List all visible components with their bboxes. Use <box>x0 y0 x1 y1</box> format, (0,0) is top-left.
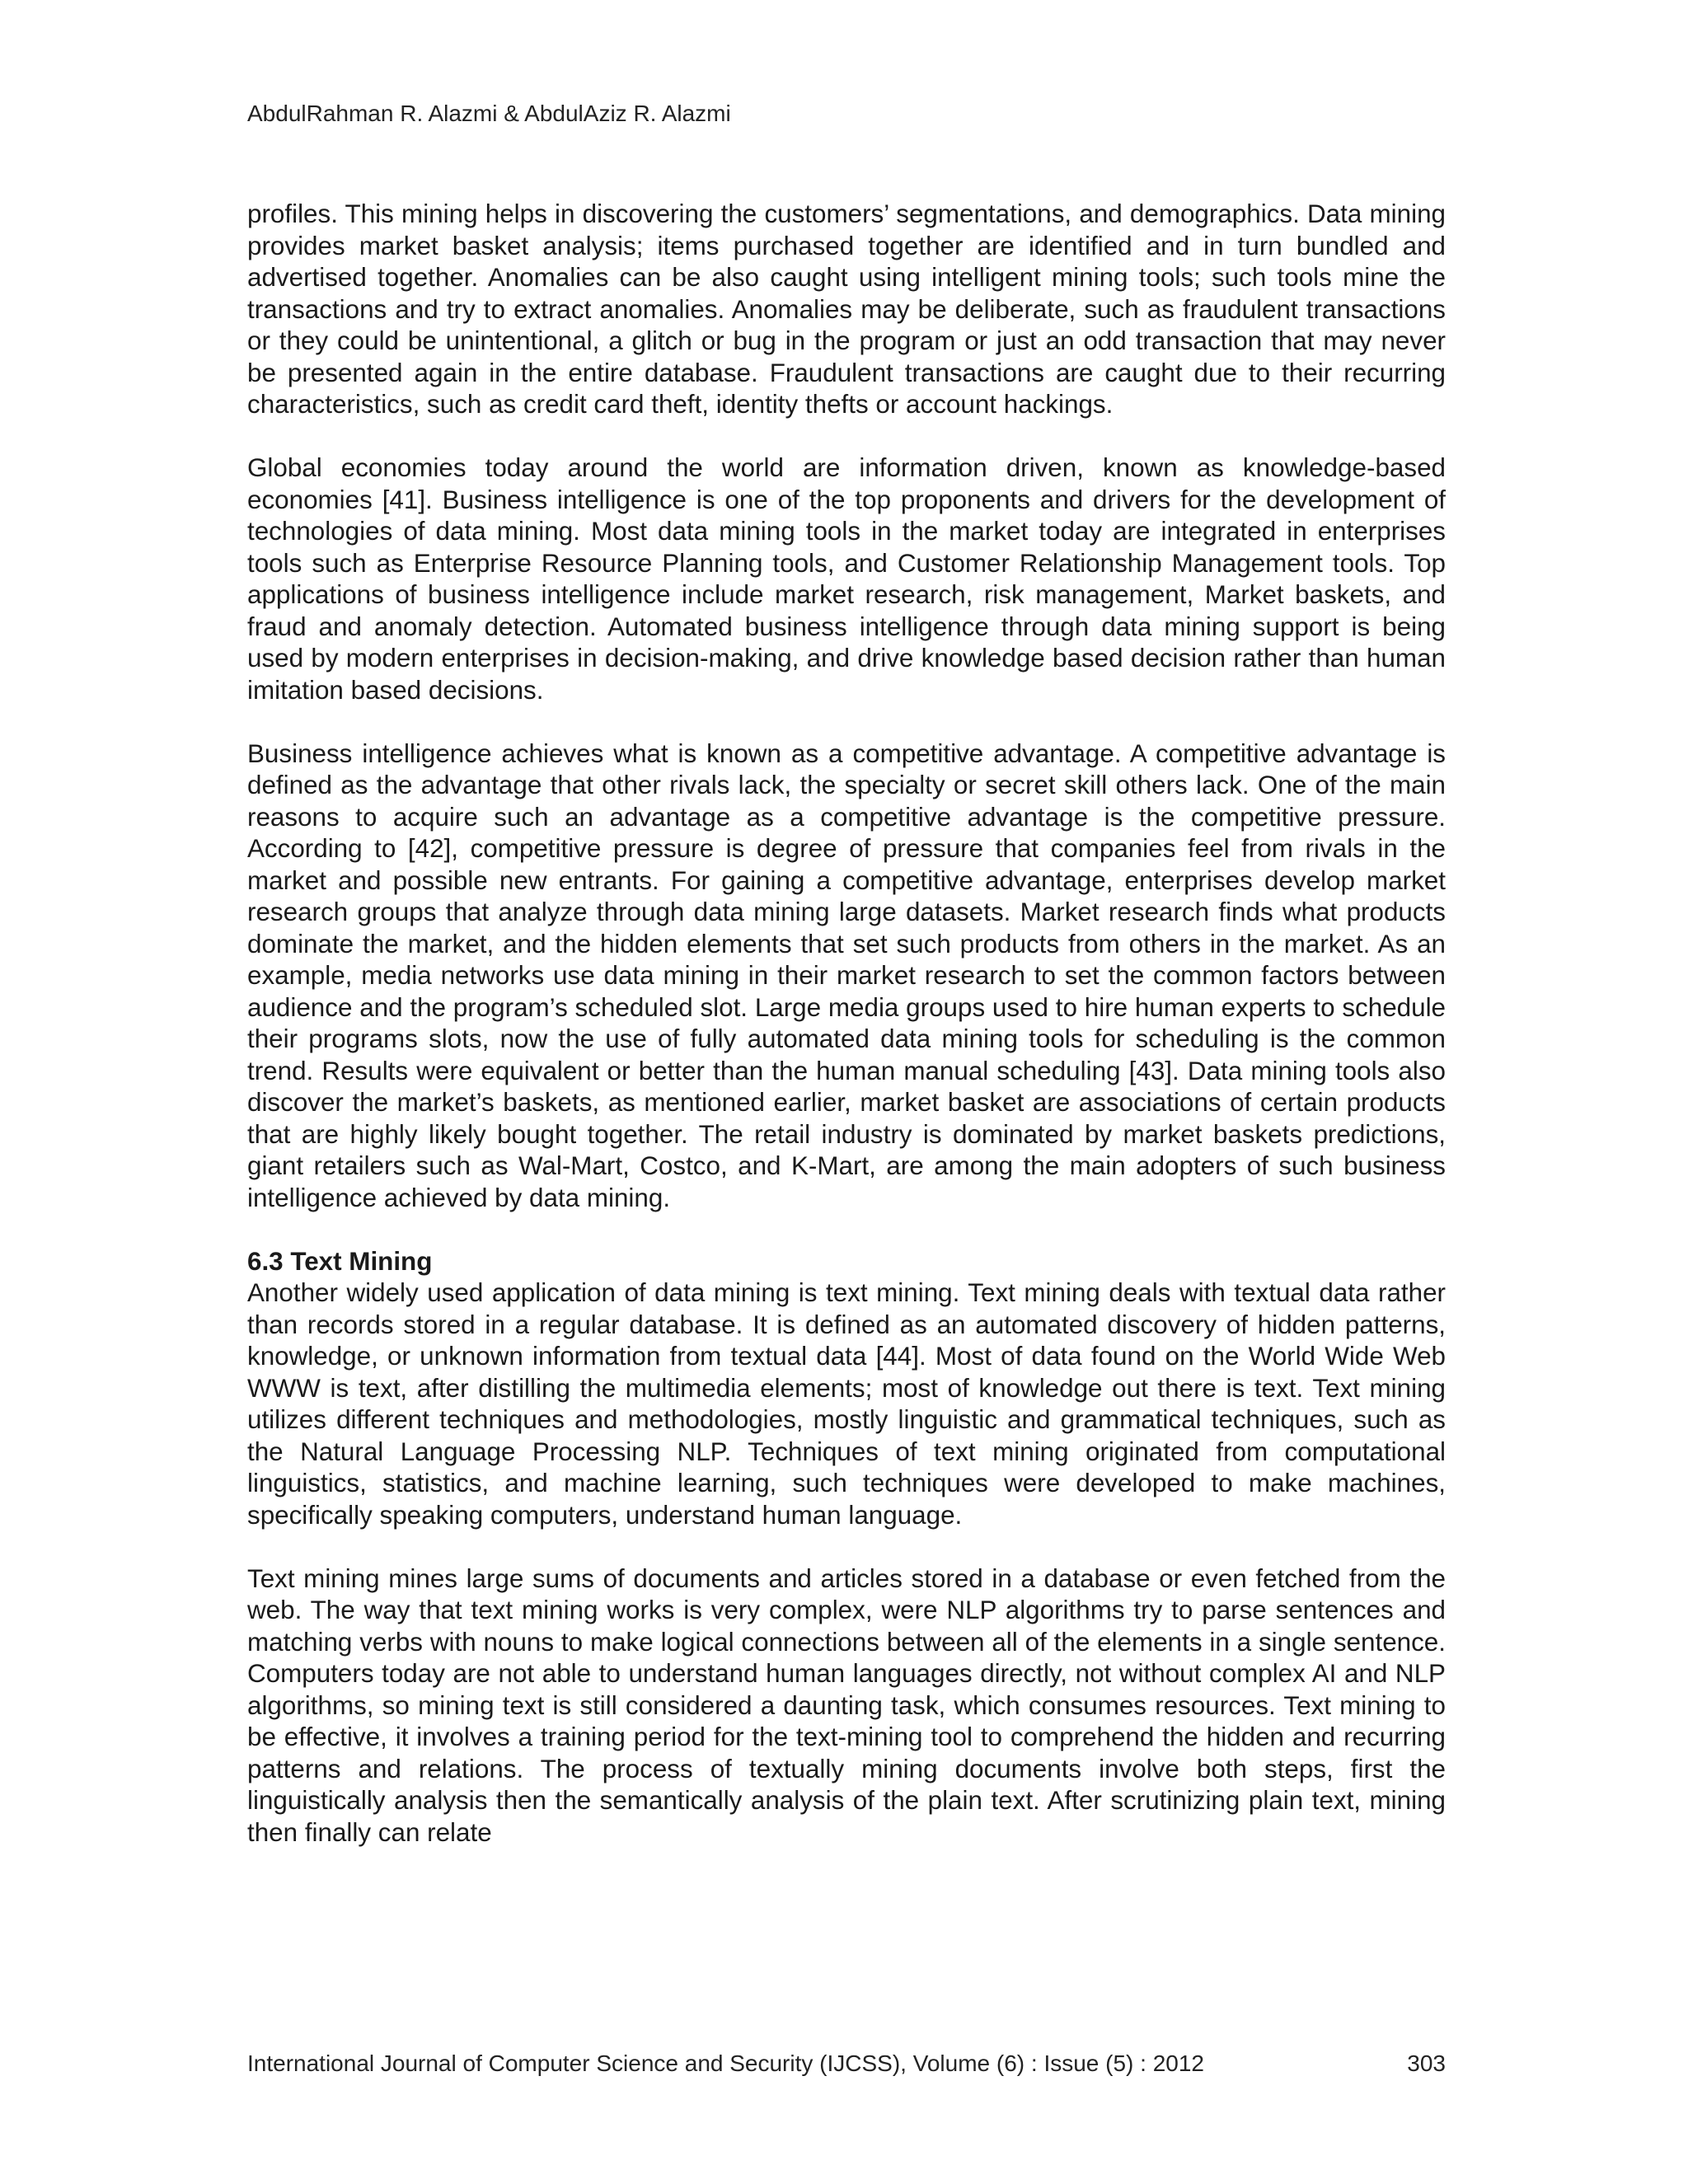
running-header-authors: AbdulRahman R. Alazmi & AbdulAziz R. Alazmi <box>247 101 731 126</box>
paragraph-text-mining-intro: Another widely used application of data mining is text mining. Text mining deals with textual data rather than records stored in a regular database. It is defined as an automated discovery of hidden patterns, knowledge, or unknown information from textual data [44]. Most of data found on the World Wide Web WWW is text, after distilling the multimedia elements; most of knowledge out there is text. Text mining utilizes different techniques and methodologies, mostly linguistic and grammatical techniques, such as the Natural Language Processing NLP. Techniques of text mining originated from computational linguistics, statistics, and machine learning, such techniques were developed to make machines, specifically speaking computers, understand human language. <box>247 1278 1446 1530</box>
footer-page-number: 303 <box>1407 2050 1446 2076</box>
paragraph-competitive-advantage: Business intelligence achieves what is known as a competitive advantage. A competitive advantage is defined as the advantage that other rivals lack, the specialty or secret skill others lack. One of the main reasons to acquire such an advantage as a competitive advantage is the competitive pressure. According to [42], competitive pressure is degree of pressure that companies feel from rivals in the market and possible new entrants. For gaining a competitive advantage, enterprises develop market research groups that analyze through data mining large datasets. Market research finds what products dominate the market, and the hidden elements that set such products from others in the market. As an example, media networks use data mining in their market research to set the common factors between audience and the program’s scheduled slot. Large media groups used to hire human experts to schedule their programs slots, now the use of fully automated data mining tools for scheduling is the common trend. Results were equivalent or better than the human manual scheduling [43]. Data mining tools also discover the market’s baskets, as mentioned earlier, market basket are associations of certain products that are highly likely bought together. The retail industry is dominated by market baskets predictions, giant retailers such as Wal-Mart, Costco, and K-Mart, are among the main adopters of such business intelligence achieved by data mining. <box>247 738 1446 1212</box>
paragraph-customer-profiles: profiles. This mining helps in discovering the customers’ segmentations, and demographics. Data mining provides market basket analysis; items purchased together are identified and in turn bundled and advertised together. Anomalies can be also caught using intelligent mining tools; such tools mine the transactions and try to extract anomalies. Anomalies may be deliberate, such as fraudulent transactions or they could be unintentional, a glitch or bug in the program or just an odd transaction that may never be presented again in the entire database. Fraudulent transactions are caught due to their recurring characteristics, such as credit card theft, identity thefts or account hackings. <box>247 199 1446 419</box>
paragraph-global-economies: Global economies today around the world are information driven, known as knowledge-based economies [41]. Business intelligence is one of the top proponents and drivers for the development of technologies of data mining. Most data mining tools in the market today are integrated in enterprises tools such as Enterprise Resource Planning tools, and Customer Relationship Management tools. Top applications of business intelligence include market research, risk management, Market baskets, and fraud and anomaly detection. Automated business intelligence through data mining support is being used by modern enterprises in decision-making, and drive knowledge based decision rather than human imitation based decisions. <box>247 453 1446 705</box>
paragraph-text-mining-process: Text mining mines large sums of documents and articles stored in a database or even fetched from the web. The way that text mining works is very complex, were NLP algorithms try to parse sentences and matching verbs with nouns to make logical connections between all of the elements in a single sentence. Computers today are not able to understand human languages directly, not without complex AI and NLP algorithms, so mining text is still considered a daunting task, which consumes resources. Text mining to be effective, it involves a training period for the text-mining tool to comprehend the hidden and recurring patterns and relations. The process of textually mining documents involve both steps, first the linguistically analysis then the semantically analysis of the plain text. After scrutinizing plain text, mining then finally can relate <box>247 1563 1446 1847</box>
paragraph-gap <box>247 1531 1446 1563</box>
section-heading-text-mining: 6.3 Text Mining <box>247 1246 433 1276</box>
paragraph-gap <box>247 706 1446 738</box>
footer-journal-citation: International Journal of Computer Science and Security (IJCSS), Volume (6) : Issue (5) : 2012 <box>247 2050 1205 2076</box>
paragraph-gap <box>247 1214 1446 1246</box>
paragraph-gap <box>247 421 1446 453</box>
body-text <box>247 199 1446 1849</box>
